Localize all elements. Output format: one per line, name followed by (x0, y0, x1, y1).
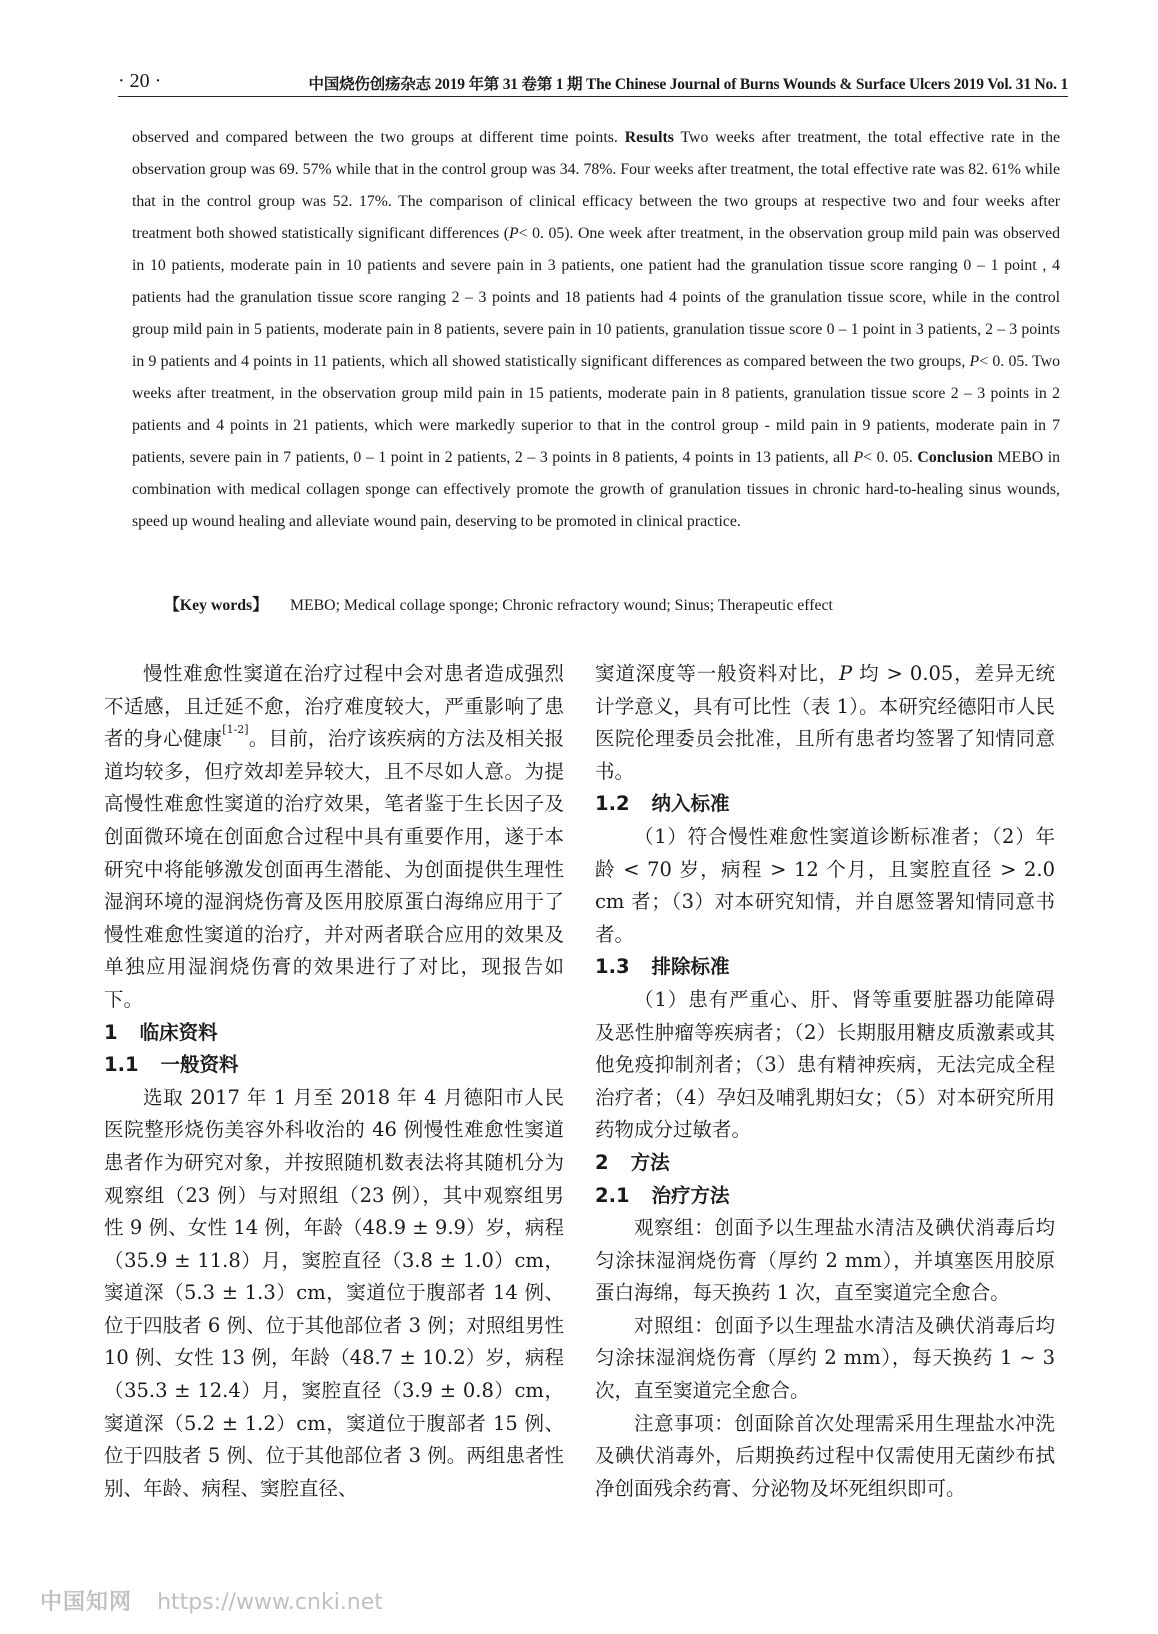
section-title: 排除标准 (651, 955, 730, 979)
abstract-methods-tail: observed and compared between the two groups at different time points. (132, 129, 618, 146)
section-number: 2.1 (595, 1183, 630, 1207)
right-column (595, 658, 1055, 1505)
keywords-line (164, 594, 1060, 618)
p-symbol: P (969, 353, 980, 370)
inclusion-criteria: （1）符合慢性难愈性窦道诊断标准者；（2）年龄 < 70 岁，病程 > 12 个月，且窦腔直径 > 2.0 cm 者；（3）对本研究知情，并自愿签署知情同意书者。 (595, 824, 1055, 946)
results-label: Results (624, 129, 674, 146)
header-rule (118, 96, 1068, 97)
journal-title: 中国烧伤创疡杂志 2019 年第 31 卷第 1 期 The Chinese Journal of Burns Wounds & Surface Ulcers 2019 Vol. 31 No. 1 (308, 76, 1068, 93)
abstract-results-text-3: < 0. 05. Two weeks after treatment, in the observation group mild pain in 15 patients, moderate pain in 8 patients, granulation tissue score 2 – 3 points in 2 patients and 4 points in 21 patients, which were markedly superior to that in the control group - mild pain in 9 patients, moderate pain in 7 patients, severe pain in 7 patients, 0 – 1 point in 2 patients, 2 – 3 points in 8 patients, 4 points in 13 patients, all (132, 353, 1061, 466)
section-title: 一般资料 (160, 1053, 239, 1077)
keywords-label: 【Key words】 (164, 597, 268, 614)
conclusion-label: Conclusion (917, 449, 993, 466)
control-group-method: 对照组：创面予以生理盐水清洁及碘伏消毒后均匀涂抹湿润烧伤膏（厚约 2 mm），每天换药 1 ~ 3 次，直至窦道完全愈合。 (595, 1313, 1055, 1403)
section-title: 方法 (630, 1150, 670, 1174)
p-symbol: P (508, 225, 519, 242)
section-title: 临床资料 (139, 1020, 218, 1044)
section-heading-1-2 (595, 788, 1055, 821)
citation-ref: [1-2] (222, 723, 249, 737)
abstract-results-text-2: < 0. 05). One week after treatment, in the observation group mild pain was observed in 10 patients, moderate pain in 10 patients and severe pain in 3 patients, one patient had the granulation tissue score ranging 0 – 1 point , 4 patients had the granulation tissue score ranging 2 – 3 points and 18 patients had 4 points of the granulation tissue score, while in the control group mild pain in 5 patients, moderate pain in 8 patients, severe pain in 10 patients, granulation tissue score 0 – 1 point in 3 patients, 2 – 3 points in 9 patients and 4 points in 11 patients, which all showed statistically significant differences as compared between the two groups, (132, 225, 1060, 370)
section-heading-2 (595, 1147, 1055, 1180)
section-number: 1.1 (104, 1053, 139, 1077)
cnki-url: https://www.cnki.net (157, 1590, 383, 1615)
section-number: 1 (104, 1020, 118, 1044)
abstract-results-text-4: < 0. 05. (863, 449, 913, 466)
p-symbol: P (839, 662, 853, 685)
abstract-conclusion-text: MEBO in combination with medical collagen sponge can effectively promote the growth of granulation tissues in chronic hard-to-healing sinus wounds, speed up wound healing and alleviate wound pain, deserving to be promoted in clinical practice. (132, 449, 1061, 530)
intro-text-b: 。目前，治疗该疾病的方法及相关报道均较多，但疗效却差异较大，且不尽如人意。为提高慢性难愈性窦道的治疗效果，笔者鉴于生长因子及创面微环境在创面愈合过程中具有重要作用，遂于本研究中将能够激发创面再生潜能、为创面提供生理性湿润环境的湿润烧伤膏及医用胶原蛋白海绵应用于了慢性难愈性窦道的治疗，并对两者联合应用的效果及单独应用湿润烧伤膏的效果进行了对比，现报告如下。 (104, 727, 564, 1011)
section-heading-2-1 (595, 1180, 1055, 1213)
abstract-results-text-1: Two weeks after treatment, the total effective rate in the observation group was 69. 57% while that in the control group was 34. 78%. Four weeks after treatment, the total effective rate was 82. 61% while that in the control group was 52. 17%. The comparison of clinical efficacy between the two groups at respective two and four weeks after treatment both showed statistically significant differences ( (132, 129, 1060, 242)
observation-group-method: 观察组：创面予以生理盐水清洁及碘伏消毒后均匀涂抹湿润烧伤膏（厚约 2 mm），并填塞医用胶原蛋白海绵，每天换药 1 次，直至窦道完全愈合。 (595, 1216, 1055, 1305)
section-title: 治疗方法 (651, 1183, 730, 1207)
general-info-continued (595, 658, 1055, 788)
exclusion-criteria: （1）患有严重心、肝、肾等重要脏器功能障碍及恶性肿瘤等疾病者；（2）长期服用糖皮质激素或其他免疫抑制剂者；（3）患有精神疾病，无法完成全程治疗者；（4）孕妇及哺乳期妇女；（5）对本研究所用药物成分过敏者。 (595, 987, 1055, 1142)
p-symbol: P (853, 449, 864, 466)
running-header (118, 66, 1068, 96)
cnki-brand: 中国知网 (40, 1590, 133, 1615)
continued-text-b: 均 > 0.05，差异无统计学意义，具有可比性（表 1）。本研究经德阳市人民医院伦理委员会批准，且所有患者均签署了知情同意书。 (595, 662, 1055, 783)
section-title: 纳入标准 (651, 792, 730, 816)
section-number: 2 (595, 1150, 609, 1174)
intro-text-a: 慢性难愈性窦道在治疗过程中会对患者造成强烈不适感，且迁延不愈，治疗难度较大，严重影响了患者的身心健康 (104, 662, 564, 751)
page-number: · 20 · (118, 70, 162, 92)
cnki-watermark (40, 1585, 383, 1625)
left-column (104, 658, 564, 1505)
english-abstract (132, 122, 1060, 538)
general-info-paragraph: 选取 2017 年 1 月至 2018 年 4 月德阳市人民医院整形烧伤美容外科收治的 46 例慢性难愈性窦道患者作为研究对象，并按照随机数表法将其随机分为观察组（23 例）与对照组（23 例），其中观察组男性 9 例、女性 14 例，年龄（48.9 ± 9.9）岁，病程（35.9 ± 11.8）月，窦腔直径（3.8 ± 1.0）cm，窦道深（5.3 ± 1.3）cm，窦道位于腹部者 14 例、位于四肢者 6 例、位于其他部位者 3 例；对照组男性 10 例、女性 13 例，年龄（48.7 ± 10.2）岁，病程（35.3 ± 12.4）月，窦腔直径（3.9 ± 0.8）cm，窦道深（5.2 ± 1.2）cm，窦道位于腹部者 15 例、位于四肢者 5 例、位于其他部位者 3 例。两组患者性别、年龄、病程、窦腔直径、 (104, 1085, 564, 1500)
intro-paragraph (104, 658, 564, 1017)
section-heading-1-1 (104, 1049, 564, 1082)
section-number: 1.2 (595, 792, 630, 816)
section-heading-1-3 (595, 951, 1055, 984)
continued-text-a: 窦道深度等一般资料对比， (595, 662, 840, 685)
section-heading-1 (104, 1017, 564, 1050)
section-number: 1.3 (595, 955, 630, 979)
precautions-paragraph: 注意事项：创面除首次处理需采用生理盐水冲洗及碘伏消毒外，后期换药过程中仅需使用无菌纱布拭净创面残余药膏、分泌物及坏死组织即可。 (595, 1411, 1055, 1500)
keywords-text: MEBO; Medical collage sponge; Chronic refractory wound; Sinus; Therapeutic effect (289, 597, 833, 614)
